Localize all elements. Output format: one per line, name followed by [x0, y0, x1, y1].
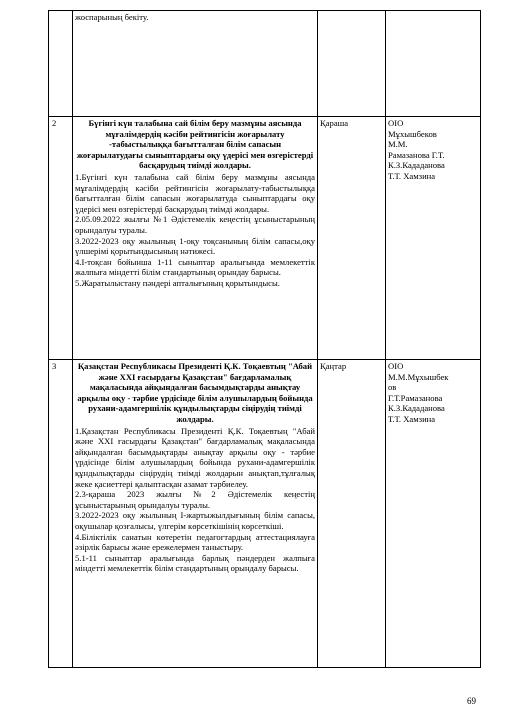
row-number: 3 [49, 360, 73, 668]
table-row [49, 11, 481, 117]
table-row [49, 117, 481, 360]
date-cell [318, 11, 386, 117]
responsible-text: ОІО М.М.Мұхышбек ов Г.Т.Рамазанова К.З.Кададанова Т.Т. Хамзина [388, 361, 449, 424]
agenda-item: 2.3-қараша 2023 жылғы №2 Әдістемелік кеңестің ұсыныстарының орындалуы туралы. [75, 489, 315, 510]
agenda-item: 4.Біліктілік санатын көтеретін педагогтардың аттестациялауға әзірлік барысы және ережелермен таныстыру. [75, 531, 315, 553]
date-cell: Қараша [318, 117, 386, 360]
agenda-item: 1.Бүгінгі күн талабына сай білім беру мазмұны аясында мұғалімдердің кәсіби рейтингісін жоғарылату-табыстылыққа бағытталған білім сапасын жоғарылатуда сыныптардағы оқу үдерісі мен өзгерістерді басқарудың тиімді жолдары. [75, 171, 315, 214]
responsible-cell [386, 117, 481, 360]
date-cell: Қаңтар [318, 360, 386, 668]
agenda-item: 5.1-11 сыныптар аралығында барлық пәндерден жалпыға міндетті мемлекеттік білім стандартының орындалу барысы. [75, 552, 315, 574]
responsible-cell [386, 360, 481, 668]
agenda-item: 1.Қазақстан Республикасы Президенті Қ.К. Тоқаевтың "Абай және ХХІ ғасырдағы Қазақстан" бағдарламалық мақаласында айқындалған басымдықтарды анықтау арқылы оқу - тәрбие үрдісінде білім алушылардың бойында рухани-адамгершілік құндылықтарды сіңірудің тиімді жолдарын анықтап,тұлғалық жеке қасиеттері қалыптасқан азамат тәрбиелеу. [75, 425, 315, 489]
responsible-text: ОІО Мұхышбеков М.М. Рамазанова Г.Т. К.З.Кададанова Т.Т. Хамзина [388, 118, 445, 181]
topic-cell [73, 11, 318, 117]
topic-title: Қазақстан Республикасы Президенті Қ.К. Тоқаевтың "Абай және ХХІ ғасырдағы Қазақстан" бағдарламалық мақаласында айқындалған басымдықтарды анықтау арқылы оқу - тәрбие үрдісінде білім алушылардың бойында рухани-адамгершілік құндылықтарды сіңірудің тиімді жолдары. [77, 361, 313, 424]
topic-cell [73, 117, 318, 360]
table-row [49, 360, 481, 668]
agenda-item: 5.Жаратылыстану пәндері апталығының қорытындысы. [75, 277, 280, 288]
agenda-item: 2.05.09.2022 жылғы №1 Әдістемелік кеңестің ұсыныстарының орындалуы туралы. [75, 214, 315, 235]
row-number: 2 [49, 117, 73, 360]
agenda-item: 3.2022-2023 оқу жылының І-жартыжылдығының білім сапасы, оқушылар қозғалысы, үлгерім көрсеткішінің көрсеткіші. [75, 510, 315, 531]
continuation-text: жоспарының бекіту. [75, 12, 149, 22]
row-number [49, 11, 73, 117]
topic-cell [73, 360, 318, 668]
page-number: 69 [467, 696, 476, 706]
topic-title: Бүгінгі күн талабына сай білім беру мазмұны аясында мұғалімдердің кәсіби рейтингісін жоғарылату -табыстылыққа бағытталған білім сапасын жоғарылатудағы сыныптардағы оқу үдерісі мен өзгерістерді басқарудың тиімді жолдары. [76, 118, 314, 171]
responsible-cell [386, 11, 481, 117]
plan-table [48, 10, 481, 668]
agenda-item: 4.І-тоқсан бойынша 1-11 сыныптар аралығында мемлекеттік жалпыға міндетті білім стандартының орындау барысы. [75, 256, 315, 278]
agenda-item: 3.2022-2023 оқу жылының 1-оқу тоқсанының білім сапасы,оқу үлшерімі қорытындысының нәтижесі. [75, 235, 315, 257]
